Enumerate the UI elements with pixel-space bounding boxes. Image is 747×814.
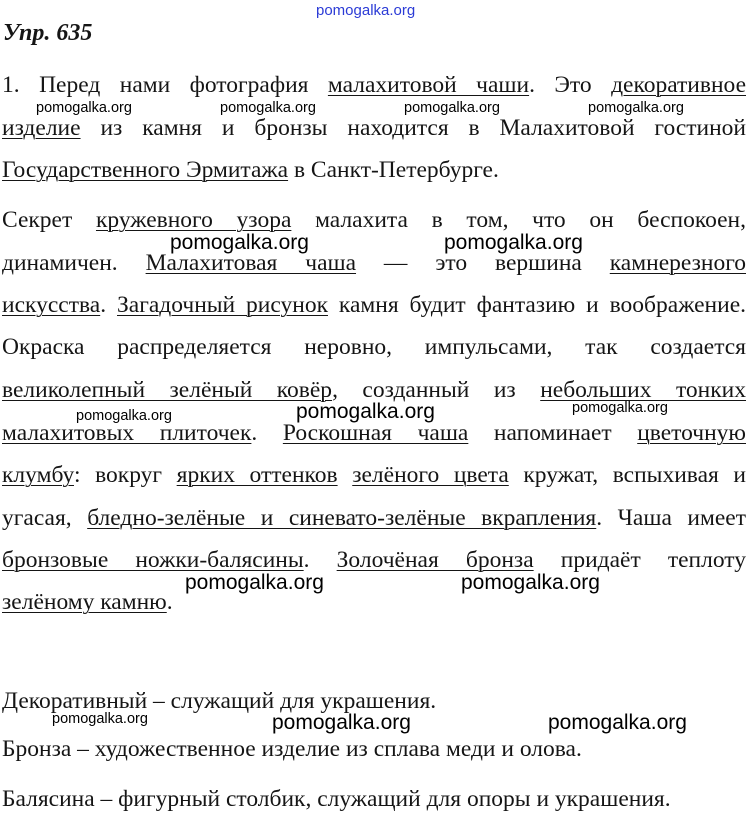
watermark: pomogalka.org xyxy=(76,408,172,424)
underlined-phrase: Загадочный рисунок xyxy=(117,292,328,318)
text-segment: из камня и бронзы находится в Малахитовой гостиной xyxy=(80,115,746,141)
text-segment: Секрет xyxy=(2,207,96,233)
text-segment: придаёт теплоту xyxy=(533,547,746,573)
text-segment: малахита в том, что он беспокоен, xyxy=(291,207,746,233)
text-line xyxy=(2,155,746,185)
underlined-phrase: цветочную xyxy=(637,420,746,446)
text-segment: Окраска распределяется неровно, импульсами, так создается xyxy=(2,334,746,360)
text-segment: , созданный из xyxy=(332,377,541,403)
underlined-phrase: бледно-зелёные и синевато-зелёные вкрапления xyxy=(87,505,597,531)
definition-bronze: Бронза – художественное изделие из сплава меди и олова. xyxy=(2,736,582,762)
underlined-phrase: декоративное xyxy=(611,72,746,98)
text-segment: напоминает xyxy=(468,420,638,446)
text-segment xyxy=(338,462,353,488)
watermark: pomogalka.org xyxy=(272,711,411,734)
underlined-phrase: великолепный зелёный ковёр xyxy=(2,377,333,403)
underlined-phrase: малахитовой чаши xyxy=(327,72,530,98)
underlined-phrase: малахитовых плиточек xyxy=(2,420,252,446)
text-line xyxy=(2,113,746,143)
watermark: pomogalka.org xyxy=(444,231,583,254)
text-line xyxy=(2,545,746,575)
underlined-phrase: Малахитовая чаша xyxy=(145,250,357,276)
text-segment: кружат, вспыхивая и xyxy=(508,462,747,488)
underlined-phrase: зелёного цвета xyxy=(352,462,509,488)
underlined-phrase: ярких оттенков xyxy=(176,462,338,488)
text-line xyxy=(2,460,746,490)
text-line xyxy=(2,70,746,100)
watermark: pomogalka.org xyxy=(461,571,600,594)
text-segment: в Санкт-Петербурге. xyxy=(288,157,499,183)
text-segment: динамичен. xyxy=(2,250,146,276)
text-line xyxy=(2,332,746,362)
watermark: pomogalka.org xyxy=(588,100,684,116)
underlined-phrase: Золочёная бронза xyxy=(336,547,534,573)
underlined-phrase: искусства xyxy=(2,292,101,318)
underlined-phrase: Государственного Эрмитажа xyxy=(2,157,289,183)
watermark: pomogalka.org xyxy=(404,100,500,116)
underlined-phrase: камнерезного xyxy=(609,250,746,276)
watermark: pomogalka.org xyxy=(572,400,668,416)
watermark: pomogalka.org xyxy=(296,400,435,423)
text-segment: . xyxy=(251,420,283,446)
text-line xyxy=(2,205,746,235)
text-segment: . xyxy=(303,547,337,573)
text-segment: — это вершина xyxy=(356,250,610,276)
text-segment: . Чаша имеет xyxy=(596,505,746,531)
definition-decorative: Декоративный – служащий для украшения. xyxy=(2,688,437,714)
watermark: pomogalka.org xyxy=(185,571,324,594)
text-line xyxy=(2,587,746,617)
watermark-top: pomogalka.org xyxy=(316,2,416,19)
underlined-phrase: клумбу xyxy=(2,462,74,488)
underlined-phrase: небольших тонких xyxy=(540,377,746,403)
text-segment: угасая, xyxy=(2,505,88,531)
watermark: pomogalka.org xyxy=(548,711,687,734)
definition-baluster: Балясина – фигурный столбик, служащий для опоры и украшения. xyxy=(2,786,671,812)
text-segment: . xyxy=(166,589,173,615)
text-segment: . xyxy=(100,292,117,318)
text-segment: 1. Перед нами фотография xyxy=(2,72,328,98)
underlined-phrase: бронзовые ножки-балясины xyxy=(2,547,304,573)
underlined-phrase: кружевного узора xyxy=(95,207,292,233)
text-segment: . Это xyxy=(529,72,612,98)
underlined-phrase: Роскошная чаша xyxy=(282,420,469,446)
exercise-title: Упр. 635 xyxy=(3,20,93,46)
text-segment: : вокруг xyxy=(73,462,177,488)
text-line xyxy=(2,248,746,278)
watermark: pomogalka.org xyxy=(52,711,148,727)
text-line xyxy=(2,503,746,533)
text-segment: камня будит фантазию и воображение. xyxy=(327,292,747,318)
watermark: pomogalka.org xyxy=(220,100,316,116)
watermark: pomogalka.org xyxy=(170,231,309,254)
text-line xyxy=(2,290,746,320)
watermark: pomogalka.org xyxy=(36,100,132,116)
underlined-phrase: изделие xyxy=(2,115,81,141)
underlined-phrase: зелёному камню xyxy=(2,589,167,615)
